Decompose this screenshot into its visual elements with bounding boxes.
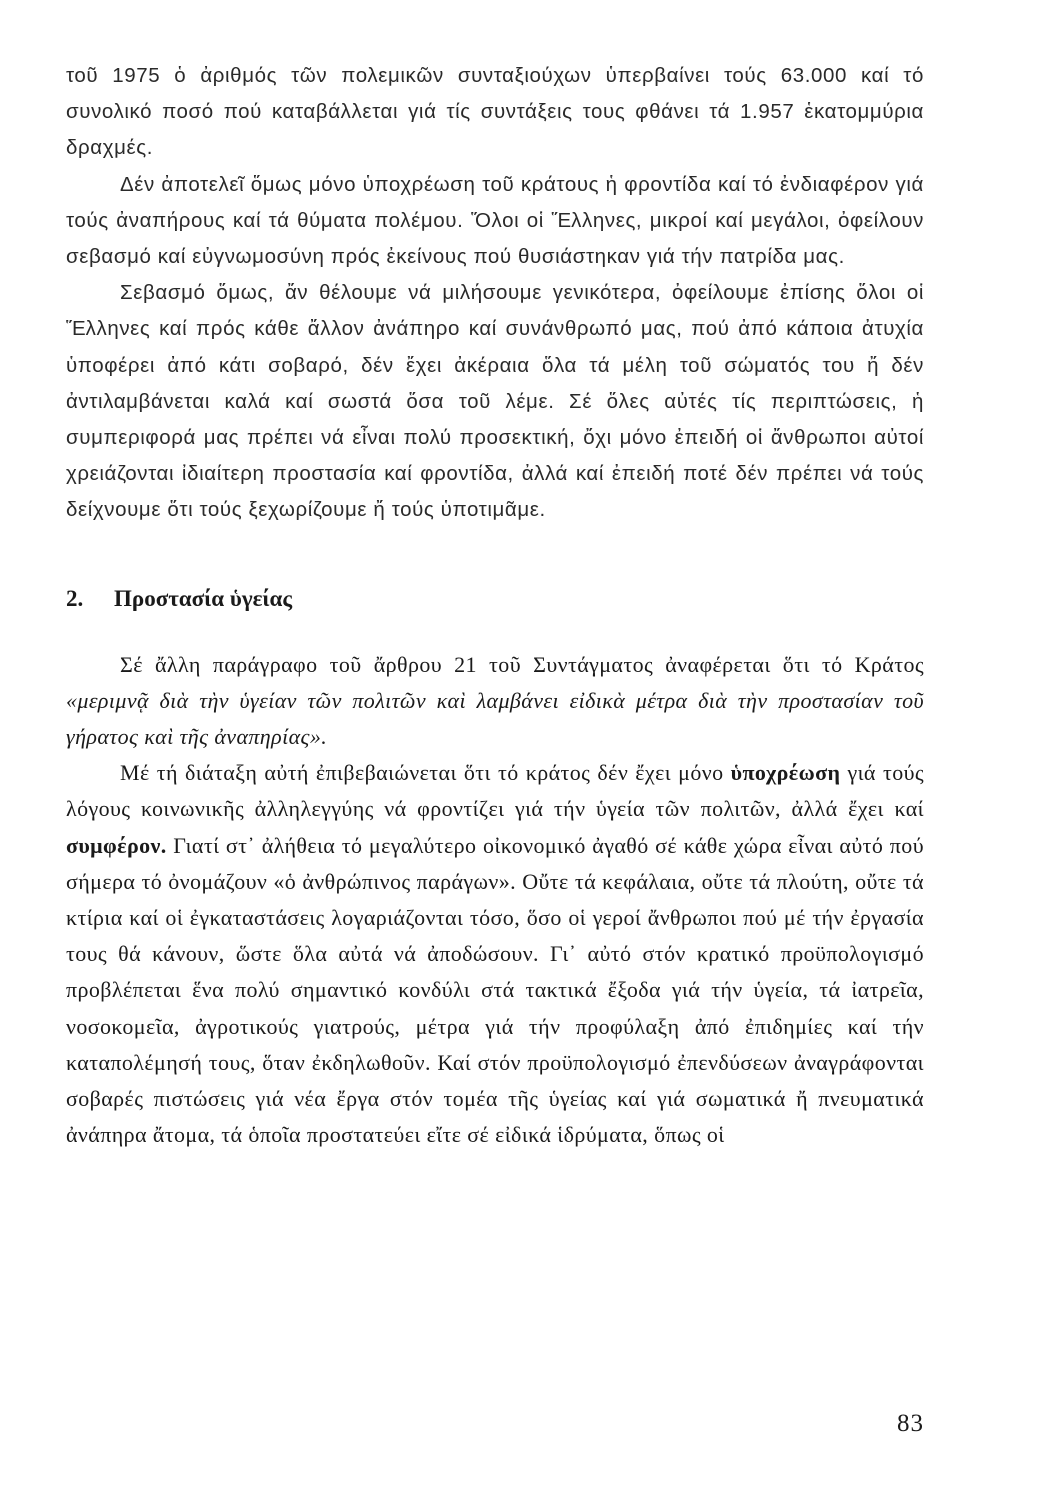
paragraph-respect: Σεβασμό ὅμως, ἄν θέλουμε νά μιλήσουμε γενικότερα, ὀφείλουμε ἐπίσης ὅλοι οἱ Ἕλληνες καί πρός κάθε ἄλλον ἀνάπηρο καί συνάνθρωπό μας, πού ἀπό κάποια ἀτυχία ὑποφέρει ἀπό κάτι σοβαρό, δέν ἔχει ἀκέραια ὅλα τά μέλη τοῦ σώματός του ἤ δέν ἀντιλαμβάνεται καλά καί σωστά ὅσα τοῦ λέμε. Σέ ὅλες αὐτές τίς περιπτώσεις, ἡ συμπεριφορά μας πρέπει νά εἶναι πολύ προσεκτική, ὄχι μόνο ἐπειδή οἱ ἄνθρωποι αὐτοί χρειάζονται ἰδιαίτερη προστασία καί φροντίδα, ἀλλά καί ἐπειδή ποτέ δέν πρέπει νά τούς δείχνουμε ὅτι τούς ξεχωρίζουμε ἤ τούς ὑποτιμᾶμε. <box>66 281 924 522</box>
health-text-c: Γιατί στ᾽ ἀλήθεια τό μεγαλύτερο οἰκονομικό ἀγαθό σέ κάθε χώρα εἶναι αὐτό πού σήμερα τό ὀνομάζουν «ὁ ἀνθρώπινος παράγων». Οὔτε τά κεφάλαια, οὔτε τά πλούτη, οὔτε τά κτίρια καί οἱ ἐγκαταστάσεις λογαριάζονται τόσο, ὅσο οἱ γεροί ἄνθρωποι πού μέ τήν ἐργασία τους θά κάνουν, ὥστε ὅλα αὐτά νά ἀποδώσουν. Γι᾽ αὐτό στόν κρατικό προϋπολογισμό προβλέπεται ἕνα πολύ σημαντικό κονδύλι στά τακτικά ἔξοδα γιά τήν ὑγεία, τά ἰατρεῖα, νοσοκομεῖα, ἀγροτικούς γιατρούς, μέτρα γιά τήν προφύλαξη ἀπό ἐπιδημίες καί τήν καταπολέμησή τους, ὅταν ἐκδηλωθοῦν. Καί στόν προϋπολογισμό ἐπενδύσεων ἀναγράφονται σοβαρές πιστώσεις γιά νέα ἔργα στόν τομέα τῆς ὑγείας καί γιά σωματικά ἤ πνευματικά ἀνάπηρα ἄτομα, τά ὁποῖα προστατεύει εἴτε σέ εἰδικά ἱδρύματα, ὅπως οἱ <box>66 832 924 1148</box>
paragraph-obligation: Δέν ἀποτελεῖ ὅμως μόνο ὑποχρέωση τοῦ κράτους ἡ φροντίδα καί τό ἐνδιαφέρον γιά τούς ἀναπήρους καί τά θύματα πολέμου. Ὅλοι οἱ Ἕλληνες, μικροί καί μεγάλοι, ὀφείλουν σεβασμό καί εὐγνωμοσύνη πρός ἐκείνους πού θυσιάστηκαν γιά τήν πατρίδα μας. <box>66 172 924 269</box>
bold-obligation: ὑποχρέωση <box>730 760 841 786</box>
document-page <box>66 58 924 1153</box>
constitution-quote: «μεριμνᾷ διὰ τὴν ὑγείαν τῶν πολιτῶν καὶ λαμβάνει εἰδικὰ μέτρα διὰ τὴν προστασίαν τοῦ γήρατος καὶ τῆς ἀναπηρίας». <box>66 687 924 750</box>
paragraph-constitution <box>66 647 924 756</box>
paragraph-continuation: τοῦ 1975 ὁ ἀριθμός τῶν πολεμικῶν συνταξιούχων ὑπερβαίνει τούς 63.000 καί τό συνολικό ποσό πού καταβάλλεται γιά τίς συντάξεις τους φθάνει τά 1.957 ἑκατομμύρια δραχμές. <box>66 64 924 160</box>
health-text-b: γιά τούς λόγους κοινωνικῆς ἀλληλεγγύης νά φροντίζει γιά τήν ὑγεία τῶν πολιτῶν, ἀλλά ἔχει καί <box>66 760 925 822</box>
paragraph-constitution-text: Σέ ἄλλη παράγραφο τοῦ ἄρθρου 21 τοῦ Συντάγματος ἀναφέρεται ὅτι τό Κράτος <box>120 651 924 677</box>
paragraph-health-interest <box>66 755 924 1153</box>
page-number: 83 <box>897 1410 924 1437</box>
section-heading <box>66 581 924 617</box>
health-text-a: Μέ τή διάταξη αὐτή ἐπιβεβαιώνεται ὅτι τό κράτος δέν ἔχει μόνο <box>120 760 731 786</box>
bold-interest: συμφέρον. <box>66 832 167 858</box>
section-number: 2. <box>66 585 84 611</box>
section-title: Προστασία ὑγείας <box>114 585 293 611</box>
